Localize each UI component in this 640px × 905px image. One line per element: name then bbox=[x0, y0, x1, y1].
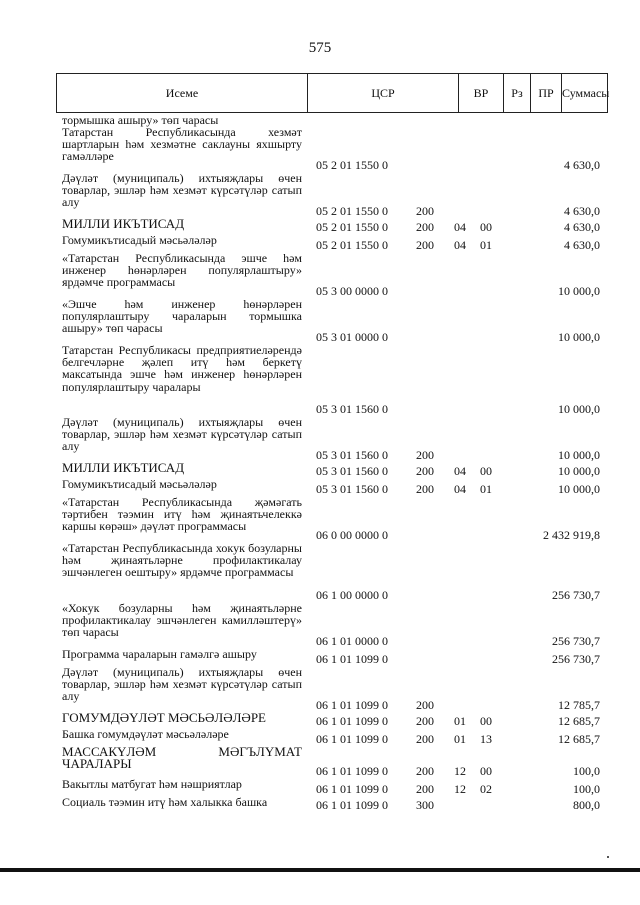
row-name: Дәүләт (муниципаль) ихтыяҗлары өчен товарлар, эшләр һәм хезмәт күрсәтүләр сатып алу bbox=[62, 171, 302, 210]
row-sum: 100,0 bbox=[573, 782, 600, 796]
row-rz: 04 bbox=[454, 238, 466, 252]
row-pr: 01 bbox=[480, 238, 492, 252]
row-name: ГОМУМДӘҮЛӘТ МӘСЬӘЛӘЛӘРЕ bbox=[62, 710, 266, 725]
row-vr: 300 bbox=[416, 798, 434, 812]
row-sum: 4 630,0 bbox=[564, 158, 600, 172]
row-sum: 10 000,0 bbox=[558, 482, 600, 496]
row-name: МИЛЛИ ИКЪТИСАД bbox=[62, 216, 185, 231]
row-sum: 256 730,7 bbox=[552, 588, 600, 602]
row-sum: 256 730,7 bbox=[552, 652, 600, 666]
table-row bbox=[0, 496, 640, 542]
row-rz: 04 bbox=[454, 482, 466, 496]
row-rz: 01 bbox=[454, 714, 466, 728]
row-name: Башка гомумдәүләт мәсьәләләре bbox=[62, 727, 229, 741]
table-row bbox=[0, 234, 640, 252]
row-csr: 06 1 01 1099 0 bbox=[316, 798, 388, 812]
row-name: Татарстан Республикасында хезмәт шартларын һәм хезмәтне саклауны яхшырту гамәлләре bbox=[62, 125, 302, 164]
row-sum: 800,0 bbox=[573, 798, 600, 812]
row-pr: 02 bbox=[480, 782, 492, 796]
row-vr: 200 bbox=[416, 204, 434, 218]
table-row bbox=[0, 796, 640, 812]
row-vr: 200 bbox=[416, 448, 434, 462]
table-row bbox=[0, 602, 640, 648]
row-csr: 05 3 00 0000 0 bbox=[316, 284, 388, 298]
scan-speck bbox=[607, 856, 609, 858]
row-csr: 05 3 01 1560 0 bbox=[316, 402, 388, 416]
row-pr: 00 bbox=[480, 464, 492, 478]
table-row bbox=[0, 126, 640, 172]
table-row bbox=[0, 344, 640, 416]
row-csr: 06 1 01 1099 0 bbox=[316, 698, 388, 712]
row-name: Дәүләт (муниципаль) ихтыяҗлары өчен товарлар, эшләр һәм хезмәт күрсәтүләр сатып алу bbox=[62, 665, 302, 704]
row-name: «Татарстан Республикасында җәмәгать тәртибен тәэмин итү һәм җинаятьчелеккә каршы көрәш» дәүләт программасы bbox=[62, 495, 302, 534]
page-number: 575 bbox=[308, 40, 332, 56]
header-csr: ЦСР bbox=[308, 74, 459, 112]
row-csr: 06 1 01 1099 0 bbox=[316, 782, 388, 796]
row-name: «Татарстан Республикасында эшче һәм инженер һөнәрләрен популярлаштыру» ярдәмче программасы bbox=[62, 251, 302, 290]
row-csr: 05 3 01 0000 0 bbox=[316, 330, 388, 344]
row-csr: 06 1 01 1099 0 bbox=[316, 652, 388, 666]
row-vr: 200 bbox=[416, 732, 434, 746]
row-sum: 10 000,0 bbox=[558, 464, 600, 478]
row-name: Социаль тәэмин итү һәм халыкка башка bbox=[62, 795, 268, 809]
row-sum: 4 630,0 bbox=[564, 220, 600, 234]
row-csr: 05 3 01 1560 0 bbox=[316, 448, 388, 462]
table-row bbox=[0, 172, 640, 218]
row-pr: 00 bbox=[480, 714, 492, 728]
row-vr: 200 bbox=[416, 482, 434, 496]
row-name: Гомумикътисадый мәсьәләләр bbox=[62, 477, 217, 491]
row-sum: 10 000,0 bbox=[558, 284, 600, 298]
row-rz: 01 bbox=[454, 732, 466, 746]
table-row bbox=[0, 252, 640, 298]
row-sum: 10 000,0 bbox=[558, 402, 600, 416]
table-row bbox=[0, 712, 640, 728]
row-pr: 00 bbox=[480, 220, 492, 234]
row-vr: 200 bbox=[416, 220, 434, 234]
table-row bbox=[0, 298, 640, 344]
row-csr: 05 3 01 1560 0 bbox=[316, 464, 388, 478]
row-name: «Татарстан Республикасында хокук бозуларны һәм җинаятьләрне профилактикалау эшчәнлеген оештыру» ярдәмче программасы bbox=[62, 541, 302, 580]
header-sum: Суммасы bbox=[562, 86, 610, 100]
table-row bbox=[0, 648, 640, 666]
row-csr: 06 1 00 0000 0 bbox=[316, 588, 388, 602]
scan-edge bbox=[0, 868, 640, 872]
row-name: «Эшче һәм инженер һөнәрләрен популярлаштыру чараларын тормышка ашыру» төп чарасы bbox=[62, 297, 302, 336]
header-name: Исеме bbox=[57, 74, 308, 112]
header-vr: ВР bbox=[459, 74, 504, 112]
row-name: тормышка ашыру» төп чарасы bbox=[62, 113, 219, 127]
row-vr: 200 bbox=[416, 782, 434, 796]
row-name: Программа чараларын гамәлгә ашыру bbox=[62, 647, 257, 661]
row-name: Татарстан Республикасы предприятиеләрендә белгечләрне җәлеп итү һәм беркетү максатында эшче һәм инженер һөнәрләрен популярлаштыру чаралары bbox=[62, 343, 302, 394]
row-csr: 06 1 01 1099 0 bbox=[316, 732, 388, 746]
row-name: Гомумикътисадый мәсьәләләр bbox=[62, 233, 217, 247]
row-vr: 200 bbox=[416, 238, 434, 252]
row-rz: 12 bbox=[454, 764, 466, 778]
table-row bbox=[0, 778, 640, 796]
row-vr: 200 bbox=[416, 764, 434, 778]
row-sum: 12 685,7 bbox=[558, 732, 600, 746]
row-csr: 05 3 01 1560 0 bbox=[316, 482, 388, 496]
table-row bbox=[0, 462, 640, 478]
header-rz: Рз bbox=[504, 74, 531, 112]
row-csr: 05 2 01 1550 0 bbox=[316, 220, 388, 234]
row-sum: 4 630,0 bbox=[564, 204, 600, 218]
row-vr: 200 bbox=[416, 464, 434, 478]
table-row bbox=[0, 218, 640, 234]
row-rz: 12 bbox=[454, 782, 466, 796]
row-sum: 256 730,7 bbox=[552, 634, 600, 648]
table-header bbox=[56, 73, 608, 113]
row-vr: 200 bbox=[416, 698, 434, 712]
table-row bbox=[0, 666, 640, 712]
row-sum: 12 685,7 bbox=[558, 714, 600, 728]
row-sum: 10 000,0 bbox=[558, 330, 600, 344]
table-row bbox=[0, 746, 640, 778]
row-csr: 06 1 01 1099 0 bbox=[316, 764, 388, 778]
row-csr: 05 2 01 1550 0 bbox=[316, 158, 388, 172]
row-csr: 06 1 01 0000 0 bbox=[316, 634, 388, 648]
row-csr: 05 2 01 1550 0 bbox=[316, 238, 388, 252]
table-body bbox=[0, 114, 640, 812]
row-name: Дәүләт (муниципаль) ихтыяҗлары өчен товарлар, эшләр һәм хезмәт күрсәтүләр сатып алу bbox=[62, 415, 302, 454]
table-row bbox=[0, 478, 640, 496]
row-sum: 2 432 919,8 bbox=[543, 528, 600, 542]
row-name: Вакытлы матбугат һәм нәшриятлар bbox=[62, 777, 242, 791]
row-name: «Хокук бозуларны һәм җинаятьләрне профилактикалау эшчәнлеген камилләштерү» төп чарасы bbox=[62, 601, 302, 640]
row-rz: 04 bbox=[454, 464, 466, 478]
row-csr: 06 0 00 0000 0 bbox=[316, 528, 388, 542]
row-pr: 13 bbox=[480, 732, 492, 746]
row-csr: 05 2 01 1550 0 bbox=[316, 204, 388, 218]
row-rz: 04 bbox=[454, 220, 466, 234]
row-sum: 100,0 bbox=[573, 764, 600, 778]
row-vr: 200 bbox=[416, 714, 434, 728]
row-csr: 06 1 01 1099 0 bbox=[316, 714, 388, 728]
table-row bbox=[0, 542, 640, 602]
row-name: МАССАКҮЛӘМ МӘГЪЛҮМАТ ЧАРАЛАРЫ bbox=[62, 744, 302, 772]
row-sum: 4 630,0 bbox=[564, 238, 600, 252]
row-sum: 12 785,7 bbox=[558, 698, 600, 712]
row-pr: 00 bbox=[480, 764, 492, 778]
row-name: МИЛЛИ ИКЪТИСАД bbox=[62, 460, 185, 475]
row-sum: 10 000,0 bbox=[558, 448, 600, 462]
table-row bbox=[0, 416, 640, 462]
header-pr: ПР bbox=[531, 74, 562, 112]
row-pr: 01 bbox=[480, 482, 492, 496]
